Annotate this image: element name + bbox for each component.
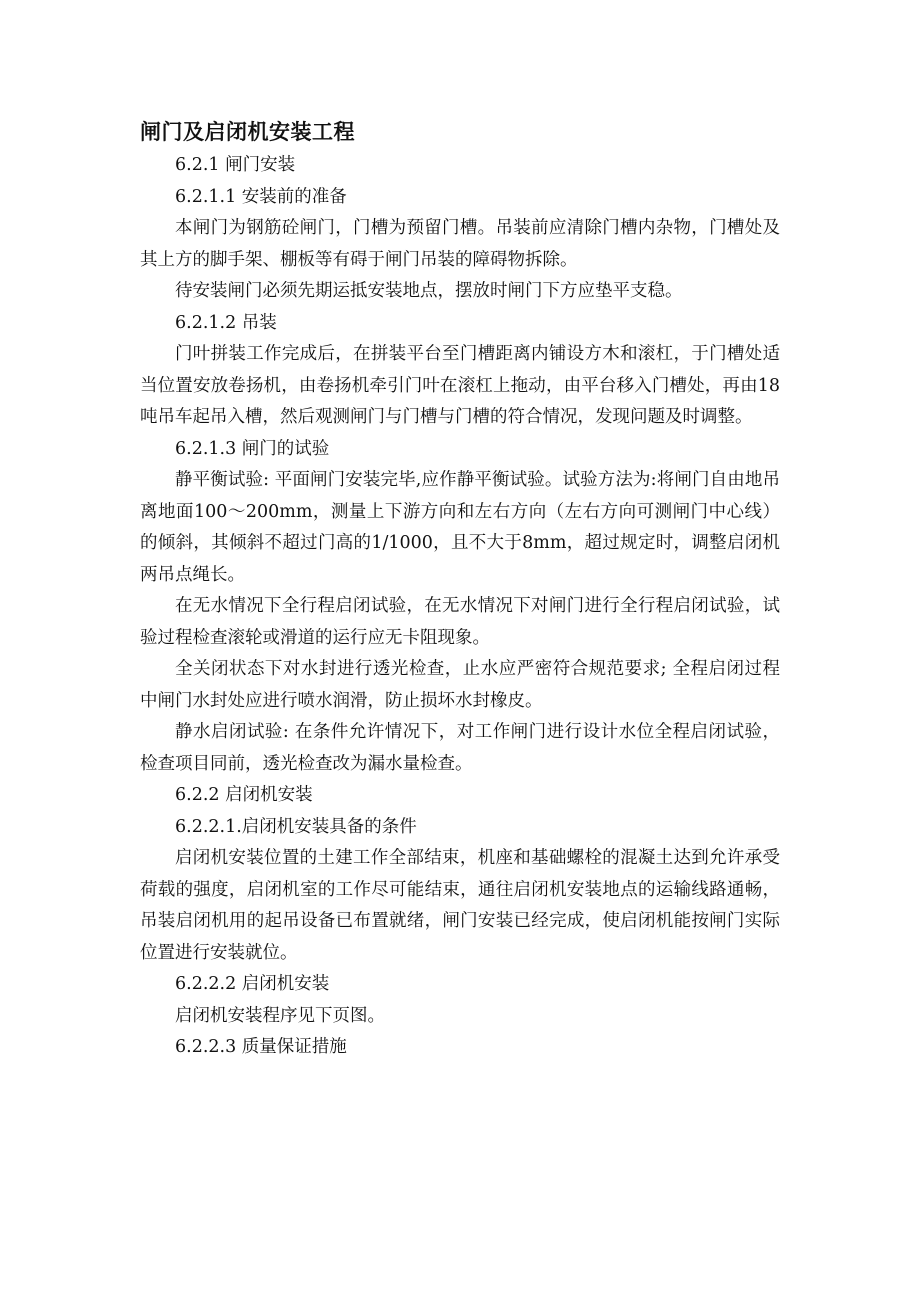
section-6-2-1-3-heading: 6.2.1.3 闸门的试验 bbox=[175, 438, 330, 459]
paragraph: 门叶拼装工作完成后，在拼装平台至门槽距离内铺设方木和滚杠，于门槽处适当位置安放卷扬机，由卷扬机牵引门叶在滚杠上拖动，由平台移入门槽处，再由18吨吊车起吊入槽，然后观测闸门与门槽与门槽的符合情况，发现问题及时调整。 bbox=[140, 344, 780, 427]
section-6-2-2-1-heading: 6.2.2.1.启闭机安装具备的条件 bbox=[175, 816, 417, 837]
section-6-2-2-2-heading: 6.2.2.2 启闭机安装 bbox=[175, 974, 330, 994]
section-6-2-1-heading: 6.2.1 闸门安装 bbox=[175, 155, 296, 175]
paragraph: 待安装闸门必须先期运抵安装地点，摆放时闸门下方应垫平支稳。 bbox=[175, 281, 683, 301]
section-6-2-1-1-heading: 6.2.1.1 安装前的准备 bbox=[175, 186, 347, 207]
section-6-2-2-heading: 6.2.2 启闭机安装 bbox=[175, 785, 313, 805]
paragraph: 在无水情况下全行程启闭试验，在无水情况下对闸门进行全行程启闭试验，试验过程检查滚轮或滑道的运行应无卡阻现象。 bbox=[140, 596, 780, 648]
paragraph: 启闭机安装程序见下页图。 bbox=[175, 1005, 385, 1026]
document-body bbox=[140, 150, 780, 1064]
paragraph: 静平衡试验: 平面闸门安装完毕,应作静平衡试验。试验方法为:将闸门自由地吊离地面100～200mm，测量上下游方向和左右方向（左右方向可测闸门中心线）的倾斜，其倾斜不超过门高的1/1000，且不大于8mm，超过规定时，调整启闭机两吊点绳长。 bbox=[140, 470, 780, 585]
document-title: 闸门及启闭机安装工程 bbox=[140, 119, 355, 144]
paragraph: 本闸门为钢筋砼闸门，门槽为预留门槽。吊装前应清除门槽内杂物，门槽处及其上方的脚手架、棚板等有碍于闸门吊装的障碍物拆除。 bbox=[140, 218, 780, 270]
paragraph: 静水启闭试验: 在条件允许情况下，对工作闸门进行设计水位全程启闭试验，检查项目同前，透光检查改为漏水量检查。 bbox=[140, 722, 780, 774]
paragraph: 全关闭状态下对水封进行透光检查，止水应严密符合规范要求; 全程启闭过程中闸门水封处应进行喷水润滑，防止损坏水封橡皮。 bbox=[140, 659, 780, 711]
section-6-2-1-2-heading: 6.2.1.2 吊装 bbox=[175, 312, 277, 333]
paragraph: 启闭机安装位置的土建工作全部结束，机座和基础螺栓的混凝土达到允许承受荷载的强度，启闭机室的工作尽可能结束，通往启闭机安装地点的运输线路通畅，吊装启闭机用的起吊设备已布置就绪，闸门安装已经完成，使启闭机能按闸门实际位置进行安装就位。 bbox=[140, 848, 780, 963]
section-6-2-2-3-heading: 6.2.2.3 质量保证措施 bbox=[175, 1037, 347, 1057]
